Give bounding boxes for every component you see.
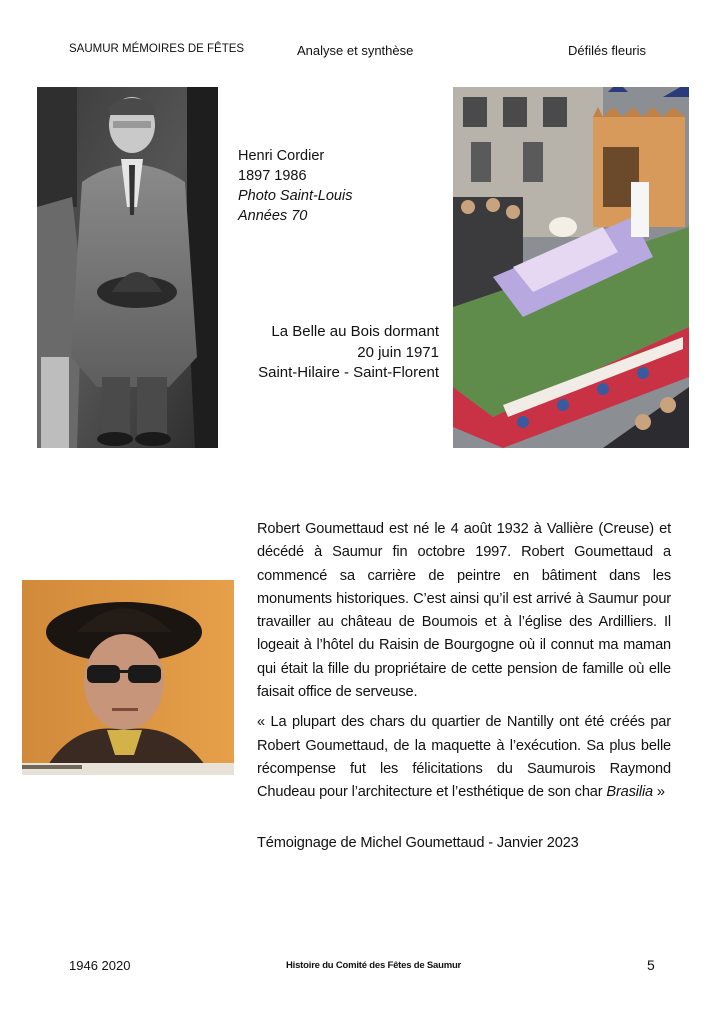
header-right: Défilés fleuris bbox=[568, 43, 647, 58]
footer-left: 1946 2020 bbox=[69, 958, 131, 973]
henri-cordier-photo bbox=[37, 87, 218, 448]
float-caption bbox=[245, 322, 439, 384]
biography-paragraph: Robert Goumettaud est né le 4 août 1932 à Vallière (Creuse) et décédé à Saumur fin octobre 1997. Robert Goumettaud a commencé sa carrière de peintre en bâtiment dans les monuments historiques. C’est ainsi qu’il est arrivé à Saumur pour travailler au château de Boumois et à l’église des Ardilliers. Il logeait à l’hôtel du Raisin de Bourgogne où il connut ma maman qui était la fille du propriétaire de cette pension de famille où elle faisait office de serveuse. bbox=[257, 521, 671, 701]
header-center: Analyse et synthèse bbox=[297, 43, 414, 58]
float-date: 20 juin 1971 bbox=[357, 343, 439, 361]
testimony-signature: Témoignage de Michel Goumettaud - Janvier 2023 bbox=[257, 835, 579, 851]
quote-close: » bbox=[653, 784, 665, 801]
float-title: La Belle au Bois dormant bbox=[271, 323, 439, 340]
portrait-name: Henri Cordier bbox=[238, 148, 325, 164]
portrait-years: 1897 1986 bbox=[238, 168, 307, 184]
portrait-credit: Photo Saint-Louis bbox=[238, 188, 353, 204]
quote-text: « La plupart des chars du quartier de Nantilly ont été créés par Robert Goumettaud, de la maquette à l’exécution. Sa plus belle récompense fut les félicitations du Saumurois Raymond Chudeau pour l’architecture et l’esthétique de son char bbox=[257, 714, 671, 801]
float-place: Saint-Hilaire - Saint-Florent bbox=[258, 364, 439, 381]
page-number: 5 bbox=[647, 957, 655, 973]
biography-text bbox=[257, 518, 671, 812]
flower-float-photo bbox=[453, 87, 689, 448]
robert-goumettaud-photo bbox=[22, 580, 234, 775]
portrait-caption bbox=[238, 146, 352, 226]
testimony-quote bbox=[257, 711, 671, 804]
portrait-era: Années 70 bbox=[238, 208, 308, 224]
footer-center: Histoire du Comité des Fêtes de Saumur bbox=[286, 960, 462, 971]
quote-italic-title: Brasilia bbox=[606, 784, 654, 801]
header-left: SAUMUR MÉMOIRES DE FÊTES bbox=[69, 43, 245, 55]
